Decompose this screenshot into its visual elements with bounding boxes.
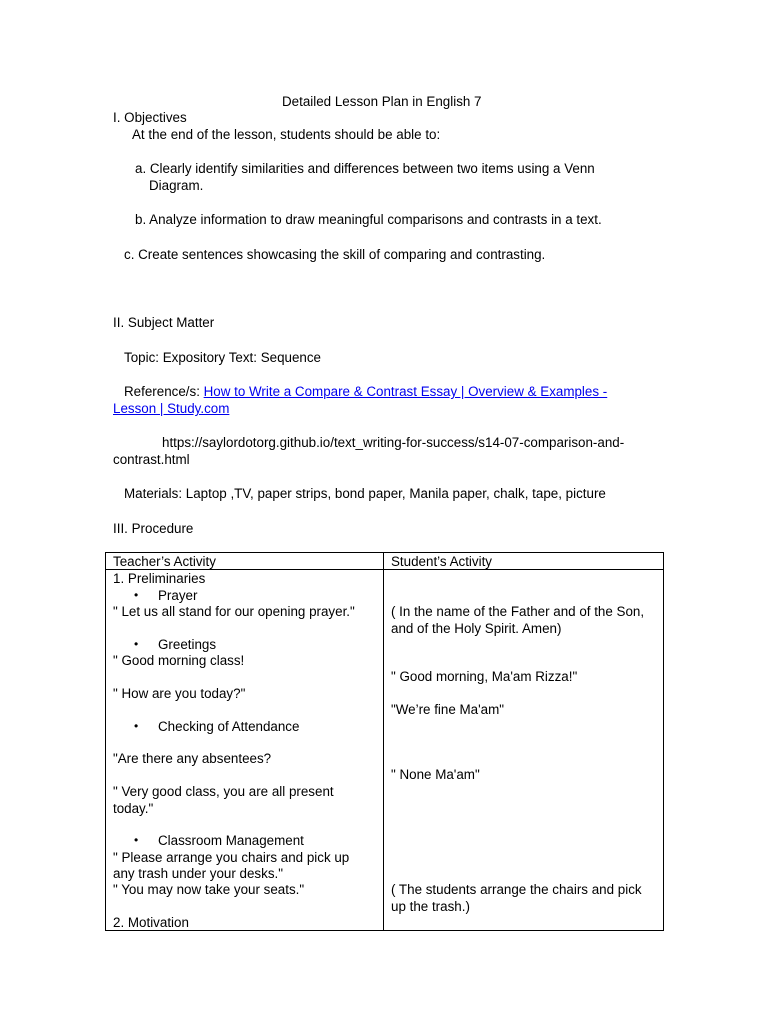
url-line2: contrast.html bbox=[113, 452, 190, 467]
document-title: Detailed Lesson Plan in English 7 bbox=[282, 94, 482, 109]
header-teacher: Teacher’s Activity bbox=[113, 554, 216, 569]
header-teacher-cell bbox=[106, 553, 384, 570]
bullet-icon: • bbox=[134, 719, 139, 733]
arrange-line1: " Please arrange you chairs and pick up bbox=[113, 850, 350, 865]
greetings-item: Greetings bbox=[158, 637, 217, 652]
student-arrange-line1: ( The students arrange the chairs and pick bbox=[391, 882, 642, 897]
prayer-item: Prayer bbox=[158, 588, 198, 603]
objective-a-line1: a. Clearly identify similarities and differences between two items using a Venn bbox=[135, 161, 595, 176]
header-student-cell bbox=[384, 553, 664, 570]
student-arrange-line2: up the trash.) bbox=[391, 899, 470, 914]
very-good-line2: today." bbox=[113, 801, 154, 816]
bullet-icon: • bbox=[134, 588, 139, 602]
procedure-table bbox=[105, 552, 664, 931]
seats-line: " You may now take your seats." bbox=[113, 882, 305, 897]
objective-c: c. Create sentences showcasing the skill of comparing and contrasting. bbox=[124, 247, 546, 262]
procedure-heading: III. Procedure bbox=[113, 521, 194, 536]
student-none-line: " None Ma'am" bbox=[391, 767, 480, 782]
objectives-intro: At the end of the lesson, students should be able to: bbox=[132, 127, 441, 142]
bullet-icon: • bbox=[134, 833, 139, 847]
student-prayer-line1: ( In the name of the Father and of the Son, bbox=[391, 604, 645, 619]
table-row bbox=[106, 570, 664, 931]
student-fine-line: "We’re fine Ma'am" bbox=[391, 702, 505, 717]
url-line1: https://saylordotorg.github.io/text_writing-for-success/s14-07-comparison-and- bbox=[162, 435, 625, 450]
teacher-activity-cell bbox=[106, 570, 384, 931]
table-header-row bbox=[106, 553, 664, 570]
reference-line2 bbox=[113, 400, 229, 417]
student-activity-cell bbox=[384, 570, 664, 931]
arrange-line2: any trash under your desks." bbox=[113, 866, 283, 881]
subject-matter-heading: II. Subject Matter bbox=[113, 315, 215, 330]
student-greeting-line: " Good morning, Ma'am Rizza!" bbox=[391, 669, 578, 684]
greeting-line: " Good morning class! bbox=[113, 653, 245, 668]
motivation-line: 2. Motivation bbox=[113, 915, 189, 930]
prayer-line: " Let us all stand for our opening prayer." bbox=[113, 604, 355, 619]
materials-line: Materials: Laptop ,TV, paper strips, bond paper, Manila paper, chalk, tape, picture bbox=[124, 486, 606, 501]
objectives-heading: I. Objectives bbox=[113, 110, 187, 125]
absentees-line: "Are there any absentees? bbox=[113, 751, 272, 766]
attendance-item: Checking of Attendance bbox=[158, 719, 300, 734]
how-are-you-line: " How are you today?" bbox=[113, 686, 246, 701]
objective-a-line2: Diagram. bbox=[149, 178, 204, 193]
bullet-icon: • bbox=[134, 637, 139, 651]
very-good-line1: " Very good class, you are all present bbox=[113, 784, 334, 799]
reference-link-cont[interactable]: Lesson | Study.com bbox=[113, 401, 230, 416]
reference-label: Reference/s: bbox=[124, 384, 204, 399]
preliminaries: 1. Preliminaries bbox=[113, 571, 206, 586]
topic-line: Topic: Expository Text: Sequence bbox=[124, 350, 321, 365]
objective-b: b. Analyze information to draw meaningful comparisons and contrasts in a text. bbox=[135, 212, 602, 227]
classroom-mgmt-item: Classroom Management bbox=[158, 833, 304, 848]
header-student: Student’s Activity bbox=[391, 554, 492, 569]
reference-link[interactable]: How to Write a Compare & Contrast Essay | Overview & Examples - bbox=[203, 384, 608, 399]
reference-line bbox=[124, 383, 607, 400]
student-prayer-line2: and of the Holy Spirit. Amen) bbox=[391, 621, 562, 636]
